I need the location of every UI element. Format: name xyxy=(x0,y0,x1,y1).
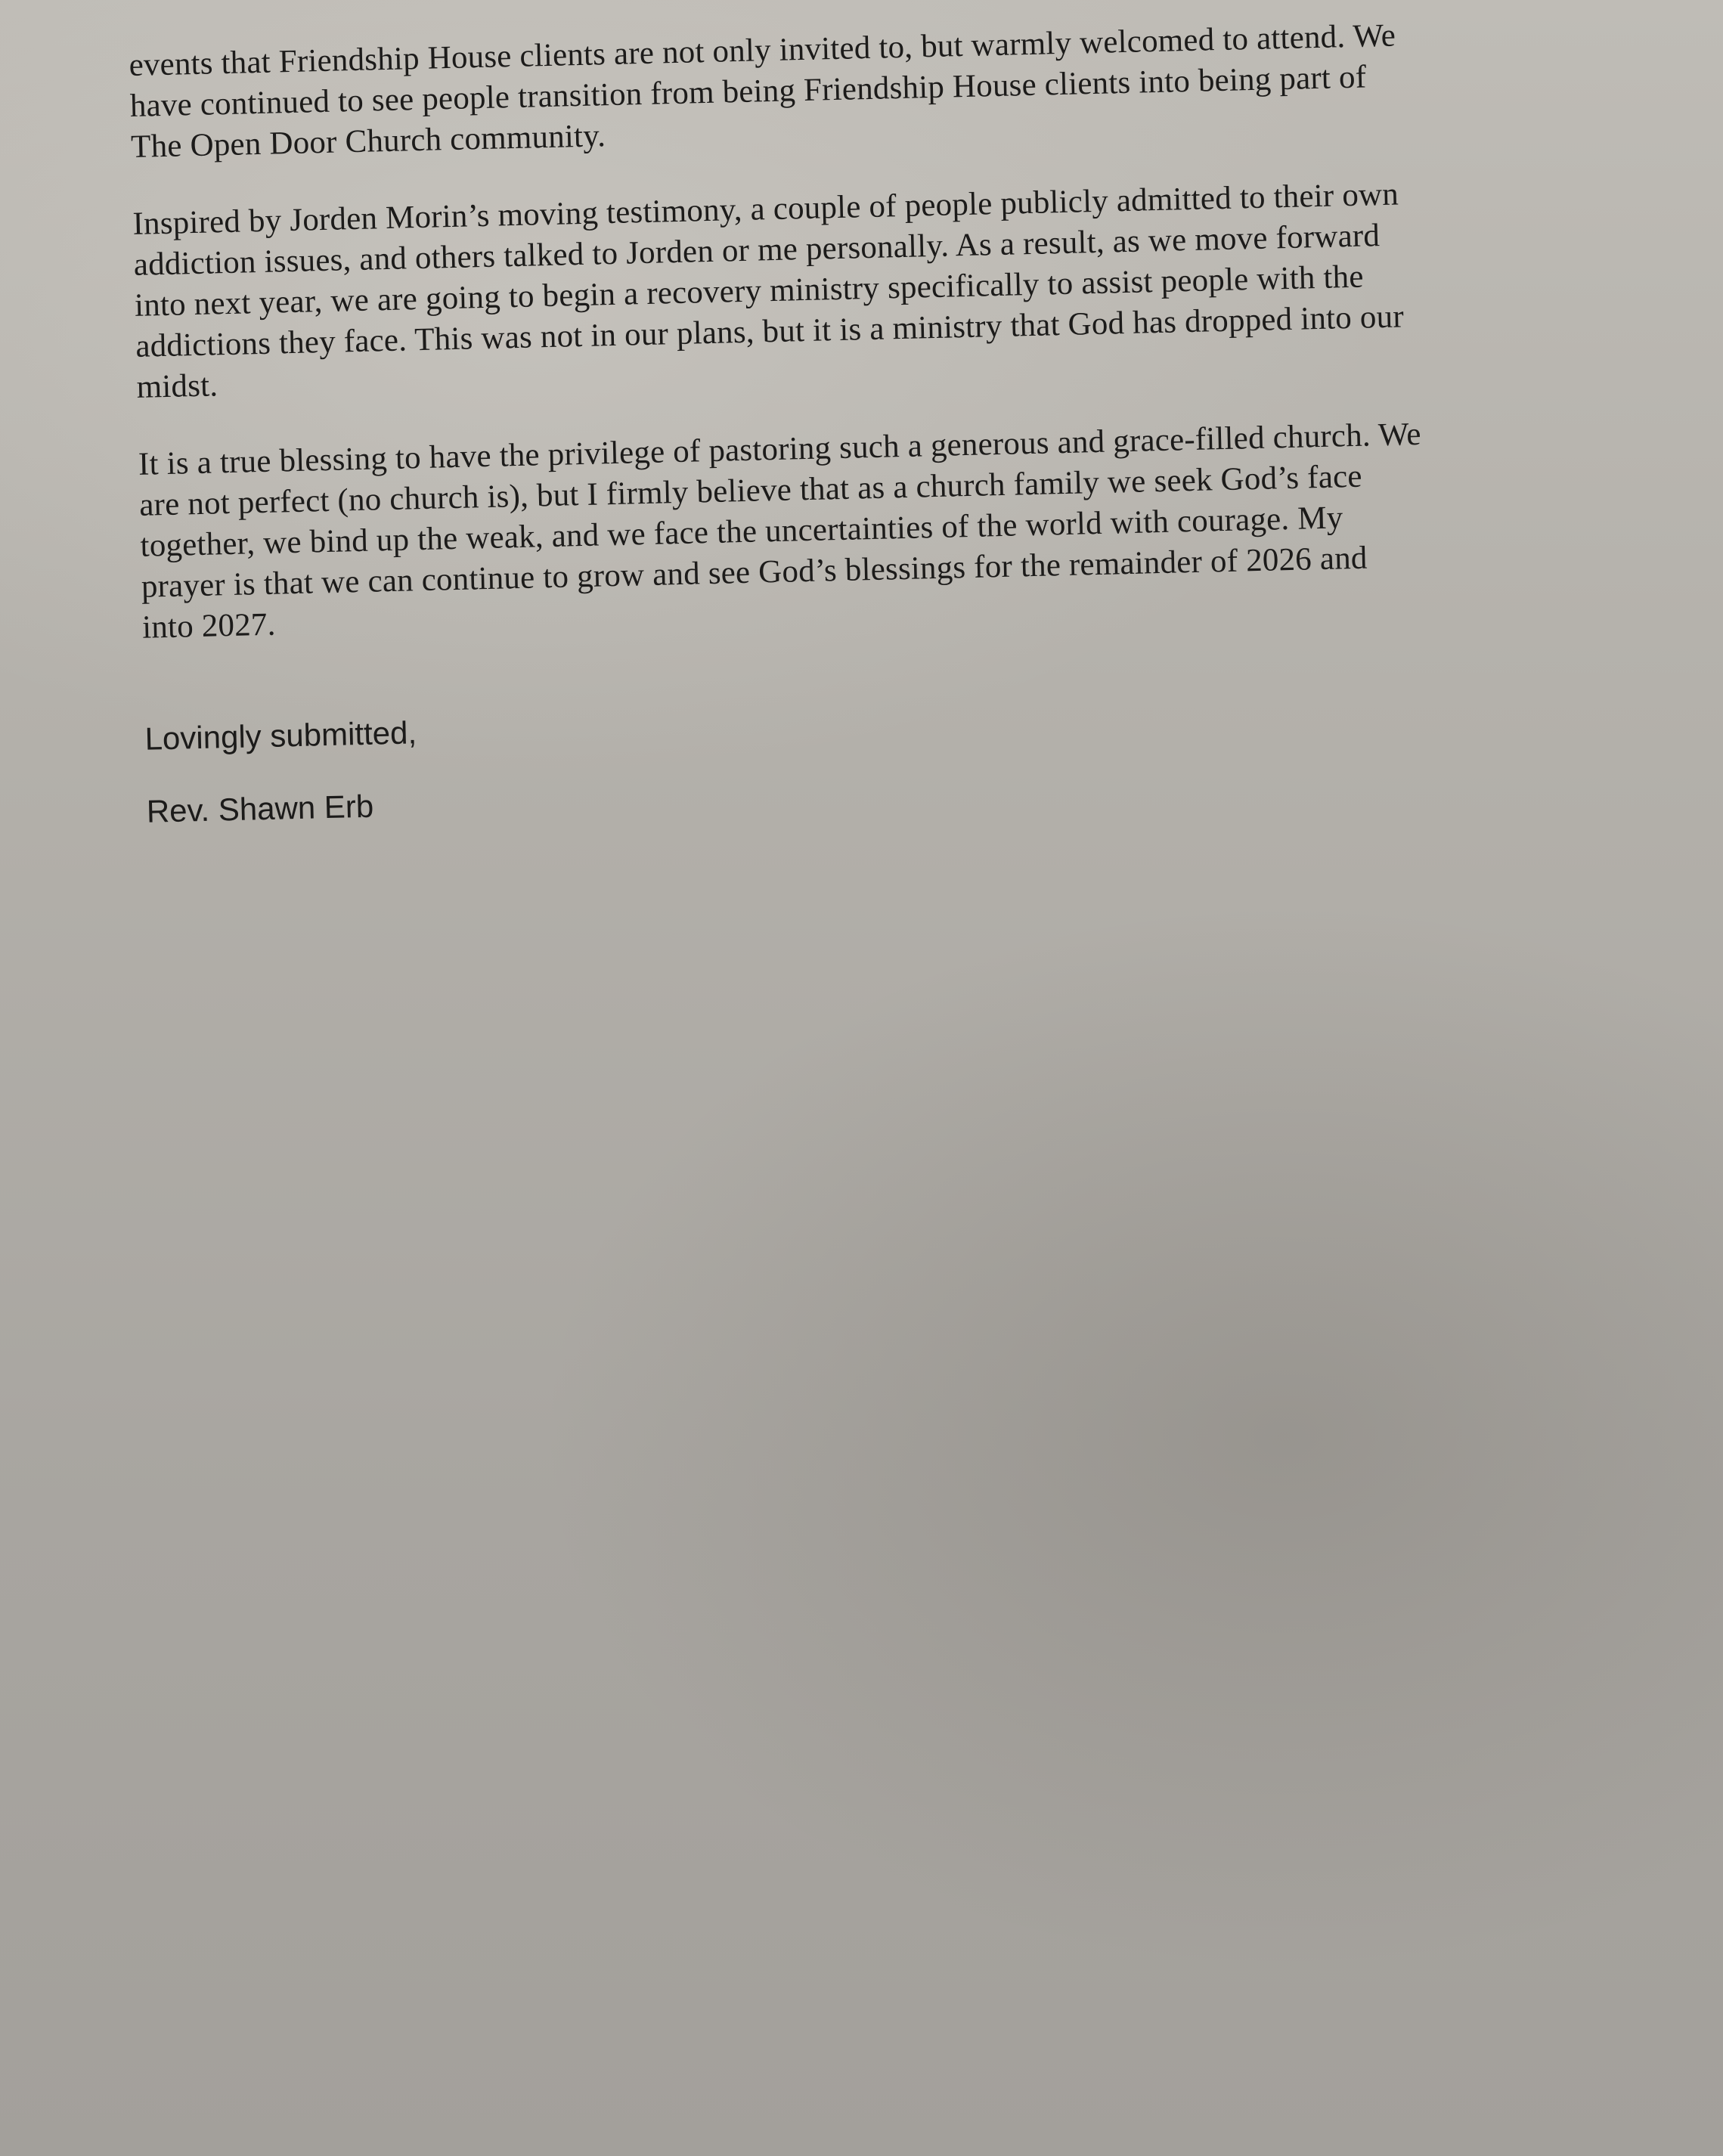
paragraph-friendship-house: events that Friendship House clients are not only invited to, but warmly welcomed to attend. We have continued to see people transition from being Friendship House clients into being part of The Open Door Church community. xyxy=(129,17,1396,165)
closing-salutation: Lovingly submitted, xyxy=(144,714,417,757)
signer-name: Rev. Shawn Erb xyxy=(146,788,374,829)
closing-signature xyxy=(144,649,1652,866)
paragraph-recovery-ministry: Inspired by Jorden Morin’s moving testimony, a couple of people publicly admitted to their own addiction issues, and others talked to Jorden or me personally. As a result, as we move forward into next year, we are going to begin a recovery ministry specifically to assist people with the addictions they face. This was not in our plans, but it is a ministry that God has dropped into our midst. xyxy=(132,176,1405,405)
paragraph-blessing: It is a true blessing to have the privilege of pastoring such a generous and grace-filled church. We are not perfect (no church is), but I firmly believe that as a church family we seek God’s face together, we bind up the weak, and we face the uncertainties of the world with courage. My prayer is that we can continue to grow and see God’s blessings for the remainder of 2026 and into 2027. xyxy=(138,416,1422,646)
letter-body xyxy=(129,10,1652,866)
